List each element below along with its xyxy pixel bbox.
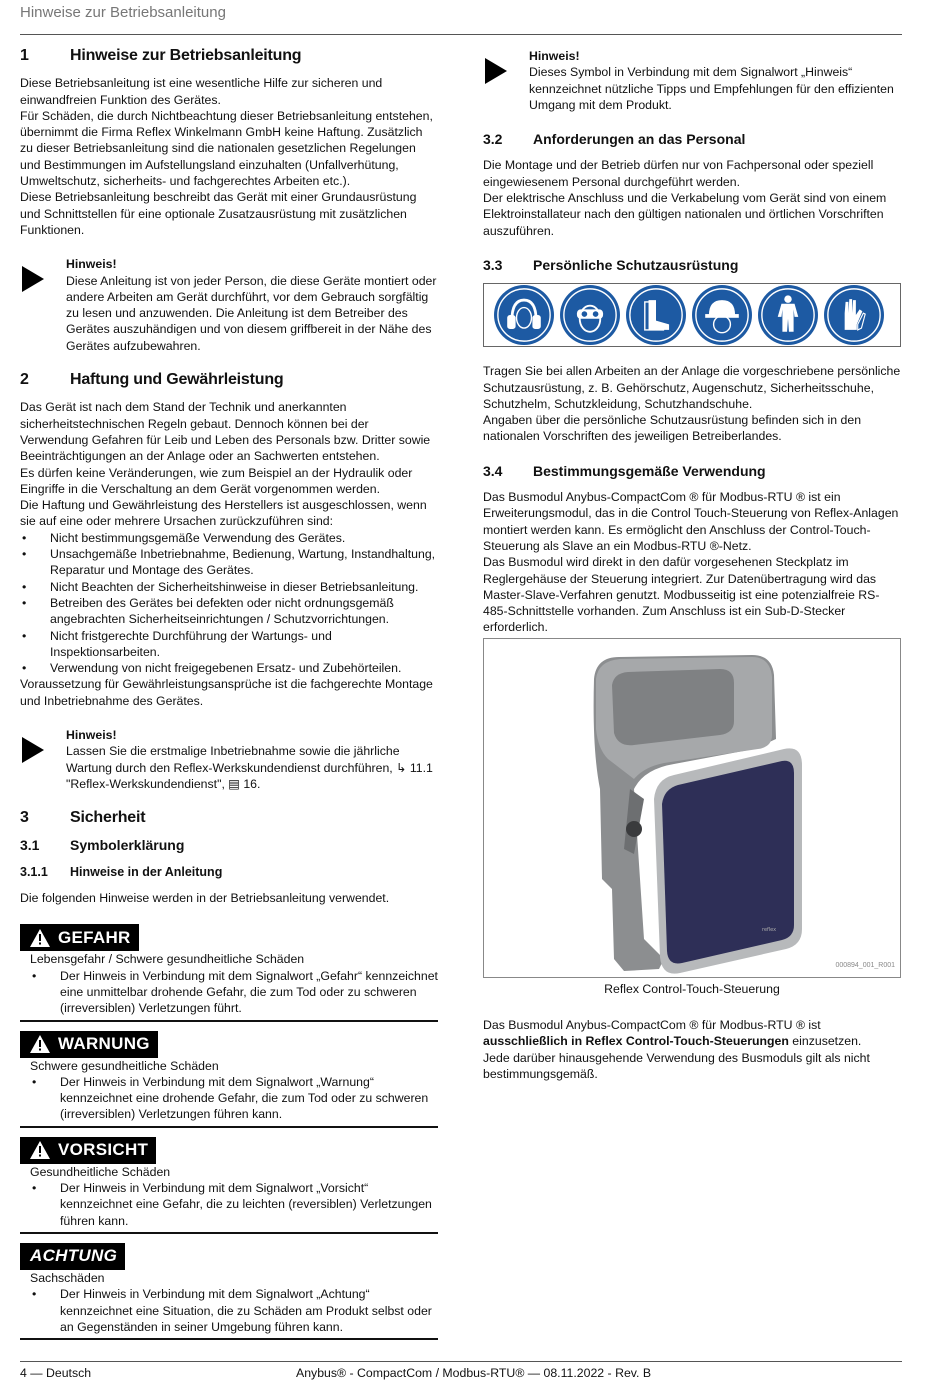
paragraph: Angaben über die persönliche Schutzausrüstung befinden sich in den nationalen Vorschriften des jeweiligen Betreiberlandes. bbox=[483, 413, 862, 444]
warning-subtitle: Gesundheitliche Schäden bbox=[30, 1164, 171, 1179]
section-3-4-heading bbox=[483, 463, 901, 479]
product-figure bbox=[483, 638, 901, 978]
header-rule bbox=[20, 34, 902, 35]
paragraph: Die folgenden Hinweise werden in der Betriebsanleitung verwendet. bbox=[20, 891, 390, 906]
warning-gefahr bbox=[20, 924, 438, 1021]
figure-code: 000894_001_R001 bbox=[835, 962, 895, 970]
section-title: Sicherheit bbox=[70, 809, 146, 827]
paragraph: Für Schäden, die durch Nichtbeachtung dieser Betriebsanleitung entstehen, übernimmt die Firma Reflex Winkelmann GmbH keine Haftung. Zusätzlich zu dieser Betriebsanleitung sind die nationalen gesetzlichen Regelungen und Bestimmungen im Aufstellungsland einzuhalten (Unfallverhütung, Umweltschutz, sicherheits- und fachgerechtes Arbeiten etc.). bbox=[20, 108, 433, 189]
paragraph: Die Montage und der Betrieb dürfen nur von Fachpersonal oder speziell eingewiesenem Personal durchgeführt werden. bbox=[483, 158, 874, 189]
hint-title: Hinweis! bbox=[66, 257, 117, 272]
footer-doc-info: Anybus® - CompactCom / Modbus-RTU® — 08.11.2022 - Rev. B bbox=[296, 1366, 652, 1380]
warning-triangle-icon bbox=[30, 1141, 50, 1159]
signal-word: GEFAHR bbox=[58, 927, 131, 947]
control-touch-device-illustration bbox=[484, 639, 900, 977]
section-3-1-heading bbox=[20, 837, 438, 853]
section-number: 3.1.1 bbox=[20, 864, 48, 879]
paragraph: Der elektrische Anschluss und die Verkabelung vom Gerät sind von einem Elektroinstallateur nach den gültigen nationalen und örtlichen Vorschriften auszuführen. bbox=[483, 191, 887, 238]
safety-boots-icon bbox=[626, 285, 686, 345]
warning-warnung bbox=[20, 1031, 438, 1128]
signal-word-badge bbox=[20, 924, 139, 951]
list-item: • Nicht bestimmungsgemäße Verwendung des Gerätes. bbox=[20, 530, 438, 546]
list-item: • Der Hinweis in Verbindung mit dem Signalwort „Vorsicht“ kennzeichnet eine Gefahr, die zu leichten (reversiblen) Verletzungen führen kann. bbox=[30, 1180, 438, 1229]
section-title: Hinweise zur Betriebsanleitung bbox=[70, 47, 302, 64]
section-number: 3 bbox=[20, 809, 29, 827]
signal-word: WARNUNG bbox=[58, 1033, 150, 1053]
svg-text:reflex: reflex bbox=[762, 926, 777, 933]
paragraph: Das Busmodul wird direkt in den dafür vorgesehenen Steckplatz im Reglergehäuse der Steuerung integriert. Zur Datenübertragung wird das Master-Slave-Verfahren genutzt. Modbusseitig ist eine potenzialfreie RS-485-Schnittstelle vorhanden. Zum Anschluss ist ein Sub-D-Stecker erforderlich. bbox=[483, 555, 880, 635]
warning-subtitle: Schwere gesundheitliche Schäden bbox=[30, 1058, 219, 1073]
paragraph: Die Haftung und Gewährleistung des Herstellers ist ausgeschlossen, wenn sie auf eine oder mehrere Ursachen zurückzuführen sind: bbox=[20, 498, 427, 529]
list-item: • Der Hinweis in Verbindung mit dem Signalwort „Achtung“ kennzeichnet eine Situation, die zu Schäden am Produkt selbst oder an Gegenständen in seiner Umgebung führen kann. bbox=[30, 1286, 438, 1335]
paragraph: Diese Betriebsanleitung beschreibt das Gerät mit einer Grundausrüstung und Schnittstellen für eine optionale Zusatzausrüstung mit zusätzlichen Funktionen. bbox=[20, 190, 417, 237]
footer-rule bbox=[20, 1361, 902, 1362]
section-3-heading bbox=[20, 810, 438, 826]
list-item: • Verwendung von nicht freigegebenen Ersatz- und Zubehörteilen. bbox=[20, 660, 438, 676]
paragraph: Das Busmodul Anybus-CompactCom ® für Modbus-RTU ® ist ein Erweiterungsmodul, das in die Control Touch-Steuerung von Reflex-Anlagen montiert werden kann. Es ermöglicht den Anschluss der Control-Touch-Steuerung als Slave an ein Modbus-RTU ®-Netz. bbox=[483, 490, 899, 553]
left-column bbox=[20, 48, 438, 1349]
hint-text: Dieses Symbol in Verbindung mit dem Signalwort „Hinweis“ kennzeichnet nützliche Tipps und Empfehlungen für den effizienten Umgang mit dem Produkt. bbox=[529, 65, 894, 112]
paragraph: Diese Betriebsanleitung ist eine wesentliche Hilfe zur sicheren und einwandfreien Funktion des Gerätes. bbox=[20, 76, 383, 107]
gloves-icon bbox=[824, 285, 884, 345]
figure-caption: Reflex Control-Touch-Steuerung bbox=[604, 981, 780, 996]
list-item: • Der Hinweis in Verbindung mit dem Signalwort „Gefahr“ kennzeichnet eine unmittelbar drohende Gefahr, die zum Tod oder zu schweren (irreversiblen) Verletzungen führt. bbox=[30, 968, 438, 1017]
text-run-bold: ausschließlich in Reflex Control-Touch-Steuerungen bbox=[483, 1034, 789, 1049]
hint-title: Hinweis! bbox=[66, 727, 117, 742]
paragraph: Tragen Sie bei allen Arbeiten an der Anlage die vorgeschriebene persönliche Schutzausrüstung, z. B. Gehörschutz, Augenschutz, Sicherheitsschuhe, Schutzhelm, Schutzkleidung, Schutzhandschuhe. bbox=[483, 364, 901, 411]
helmet-icon bbox=[692, 285, 752, 345]
footer-page: 4 — Deutsch bbox=[20, 1366, 92, 1380]
hint-text: Lassen Sie die erstmalige Inbetriebnahme sowie die jährliche Wartung durch den Reflex-Werkskundendienst durchführen, ↳ 11.1 "Reflex-Werkskundendienst", ▤ 16. bbox=[66, 744, 433, 791]
ear-protection-icon bbox=[494, 285, 554, 345]
warning-vorsicht bbox=[20, 1137, 438, 1234]
warning-triangle-icon bbox=[30, 929, 50, 947]
section-title: Symbolerklärung bbox=[70, 837, 185, 854]
goggles-icon bbox=[560, 285, 620, 345]
list-item: • Betreiben des Gerätes bei defekten oder nicht ordnungsgemäß angebrachten Sicherheitseinrichtungen / Schutzvorrichtungen. bbox=[20, 595, 438, 628]
section-3-2-heading bbox=[483, 131, 901, 147]
arrow-right-icon bbox=[20, 727, 66, 792]
section-number: 3.4 bbox=[483, 462, 503, 479]
arrow-right-icon bbox=[483, 48, 529, 113]
arrow-right-icon bbox=[20, 256, 66, 354]
section-title: Hinweise in der Anleitung bbox=[70, 864, 223, 879]
section-3-3-heading bbox=[483, 257, 901, 273]
section-number: 1 bbox=[20, 47, 29, 64]
section-number: 3.2 bbox=[483, 131, 503, 148]
section-title: Haftung und Gewährleistung bbox=[70, 371, 284, 389]
list-item: • Nicht Beachten der Sicherheitshinweise in dieser Betriebsanleitung. bbox=[20, 579, 438, 595]
paragraph: Es dürfen keine Veränderungen, wie zum Beispiel an der Hydraulik oder Eingriffe in die Verschaltung an dem Gerät vorgenommen werden. bbox=[20, 465, 413, 496]
section-3-1-1-heading bbox=[20, 864, 438, 880]
list-item: • Der Hinweis in Verbindung mit dem Signalwort „Warnung“ kennzeichnet eine drohende Gefahr, die zum Tod oder zu schweren (irreversiblen) Verletzungen führen kann. bbox=[30, 1074, 438, 1123]
signal-word: ACHTUNG bbox=[30, 1246, 118, 1266]
running-header: Hinweise zur Betriebsanleitung bbox=[20, 4, 226, 21]
warning-subtitle: Sachschäden bbox=[30, 1270, 105, 1285]
hint-box bbox=[20, 256, 438, 354]
liability-list bbox=[20, 530, 438, 677]
hint-box bbox=[20, 727, 438, 792]
section-title: Bestimmungsgemäße Verwendung bbox=[533, 462, 766, 479]
paragraph: Voraussetzung für Gewährleistungsansprüche ist die fachgerechte Montage und Inbetriebnahme des Gerätes. bbox=[20, 677, 433, 708]
section-number: 2 bbox=[20, 371, 29, 389]
list-item: • Unsachgemäße Inbetriebnahme, Bedienung, Wartung, Instandhaltung, Reparatur und Montage des Gerätes. bbox=[20, 546, 438, 579]
signal-word: VORSICHT bbox=[58, 1140, 149, 1160]
section-title: Anforderungen an das Personal bbox=[533, 131, 746, 148]
list-item: • Nicht fristgerechte Durchführung der Wartungs- und Inspektionsarbeiten. bbox=[20, 628, 438, 661]
warning-triangle-icon bbox=[30, 1035, 50, 1053]
protective-clothing-icon bbox=[758, 285, 818, 345]
signal-word-badge bbox=[20, 1031, 158, 1058]
text-run: Das Busmodul Anybus-CompactCom ® für Modbus-RTU ® ist bbox=[483, 1018, 821, 1033]
hint-box bbox=[483, 48, 901, 113]
section-number: 3.1 bbox=[20, 837, 40, 854]
section-2-heading bbox=[20, 372, 438, 388]
section-1-heading bbox=[20, 48, 438, 64]
section-number: 3.3 bbox=[483, 256, 503, 273]
warning-subtitle: Lebensgefahr / Schwere gesundheitliche Schäden bbox=[30, 952, 305, 967]
signal-word-badge bbox=[20, 1137, 156, 1164]
text-run: einzusetzen. bbox=[788, 1034, 862, 1049]
right-column bbox=[483, 48, 901, 1082]
section-title: Persönliche Schutzausrüstung bbox=[533, 256, 739, 273]
paragraph bbox=[483, 1017, 901, 1050]
hint-text: Diese Anleitung ist von jeder Person, die diese Geräte montiert oder andere Arbeiten am Gerät durchführt, vor dem Gebrauch sorgfältig zu lesen und anzuwenden. Die Anleitung ist dem Betreiber des Gerätes auszuhändigen und von diesem griffbereit in der Nähe des Gerätes aufzubewahren. bbox=[66, 273, 437, 353]
warning-achtung bbox=[20, 1243, 438, 1340]
signal-word-badge bbox=[20, 1243, 125, 1270]
ppe-icon-strip bbox=[483, 283, 901, 347]
hint-title: Hinweis! bbox=[529, 49, 580, 63]
paragraph: Jede darüber hinausgehende Verwendung des Busmoduls gilt als nicht bestimmungsgemäß. bbox=[483, 1050, 870, 1081]
paragraph: Das Gerät ist nach dem Stand der Technik und anerkannten sicherheitstechnischen Regeln gebaut. Dennoch können bei der Verwendung Gefahren für Leib und Leben des Personals bzw. Dritter sowie Beeinträchtigungen an der Anlage oder an Sachwerten entstehen. bbox=[20, 400, 431, 464]
